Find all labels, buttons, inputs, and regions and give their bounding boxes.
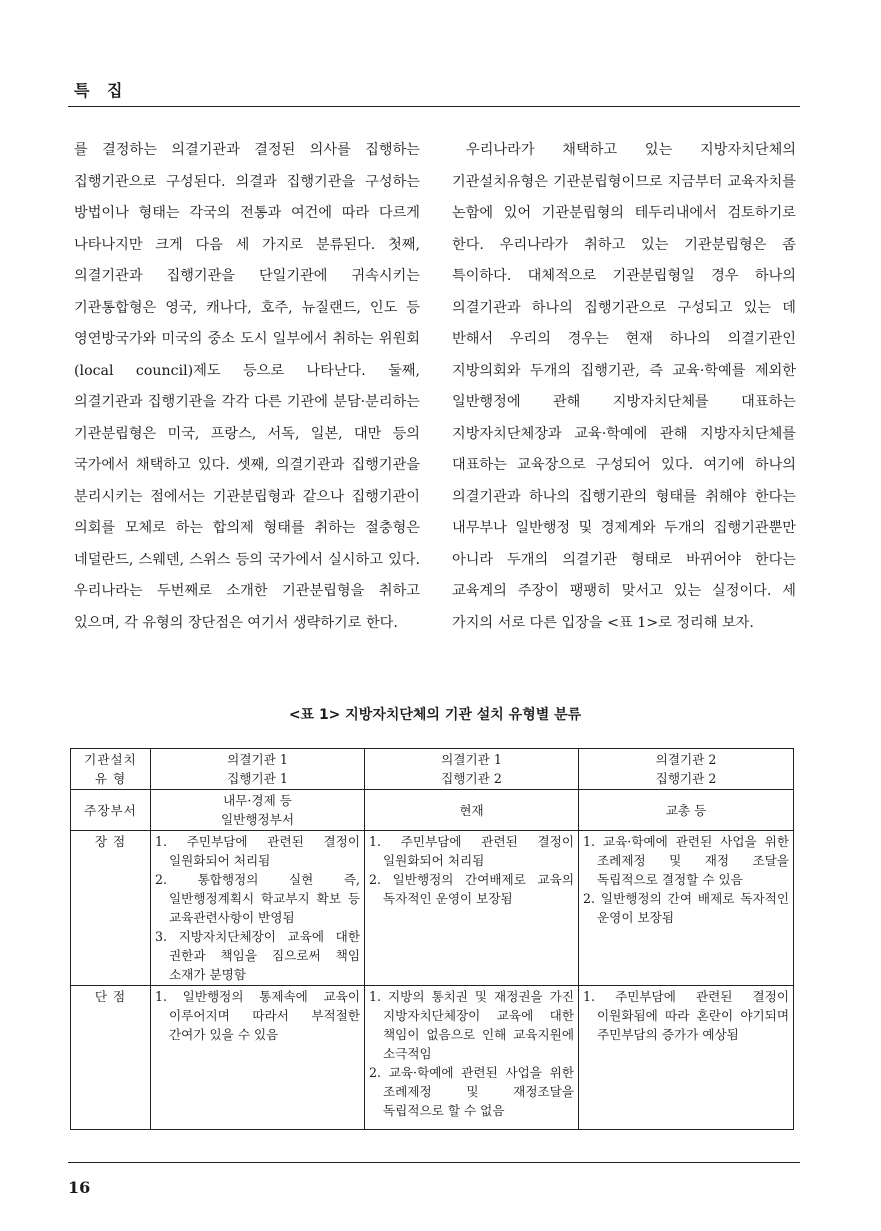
header-rule bbox=[68, 106, 800, 107]
page-number: 16 bbox=[68, 1178, 91, 1197]
merits-cell-type1 bbox=[151, 831, 365, 986]
table-row-merits bbox=[71, 831, 794, 986]
table-item: 2. 교육·학예에 관련된 사업을 위한 조례제정 및 재정조달을 독립적으로 할 수 없음 bbox=[369, 1065, 574, 1118]
table-row-demerits bbox=[71, 986, 794, 1130]
row-label-demerits: 단 점 bbox=[71, 986, 151, 1130]
advocate-cell-type3: 교총 등 bbox=[579, 790, 794, 831]
right-column-text: 우리나라가 채택하고 있는 지방자치단체의 기관설치유형은 기관분립형이므로 지금부터 교육자치를 논함에 있어 기관분립형의 테두리내에서 검토하기로 한다. 우리나라가 취하고 있는 기관분립형은 좀 특이하다. 대체적으로 기관분립형일 경우 하나의 의결기관과 하나의 집행기관으로 구성되고 있는 데 반해서 우리의 경우는 현재 하나의 의결기관인 지방의회와 두개의 집행기관, 즉 교육·학예를 제외한 일반행정에 관해 지방자치단체를 대표하는 지방자치단체장과 교육·학예에 관해 지방자치단체를 대표하는 교육장으로 구성되어 있다. 여기에 하나의 의결기관과 하나의 집행기관의 형태를 취해야 한다는 내무부나 일반행정 및 경제계와 두개의 집행기관뿐만 아니라 두개의 의결기관 형태로 바뀌어야 한다는 교육계의 주장이 팽팽히 맞서고 있는 실정이다. 세 가지의 서로 다른 입장을 <표 1>로 정리해 보자. bbox=[452, 142, 796, 631]
left-column bbox=[74, 135, 420, 639]
table-caption: <표 1> 지방자치단체의 기관 설치 유형별 분류 bbox=[288, 707, 582, 723]
table-item: 2. 통합행정의 실현 즉, 일반행정계획시 학교부지 확보 등 교육관련사항이 반영됨 bbox=[155, 872, 360, 925]
table-item: 1. 일반행정의 통제속에 교육이 이루어지며 따라서 부적절한 간여가 있을 수 있음 bbox=[155, 989, 360, 1042]
demerits-cell-type3 bbox=[579, 986, 794, 1130]
demerits-cell-type1 bbox=[151, 986, 365, 1130]
merits-cell-type3 bbox=[579, 831, 794, 986]
section-label: 특 집 bbox=[74, 81, 129, 100]
row-label-advocate: 주장부서 bbox=[71, 790, 151, 831]
table-header-row bbox=[71, 749, 794, 790]
table-item: 1. 주민부담에 관련된 결정이 일원화되어 처리됨 bbox=[369, 834, 574, 868]
advocate-cell-type1: 내무·경제 등 일반행정부서 bbox=[151, 790, 365, 831]
table-item: 1. 주민부담에 관련된 결정이 일원화되어 처리됨 bbox=[155, 834, 360, 868]
header-cell-type2: 의결기관 1 집행기관 2 bbox=[365, 749, 579, 790]
merits-cell-type2 bbox=[365, 831, 579, 986]
table-item: 1. 지방의 통치권 및 재정권을 가진 지방자치단체장이 교육에 대한 책임이 없음으로 인해 교육지원에 소극적임 bbox=[369, 989, 574, 1061]
header-cell-type1: 의결기관 1 집행기관 1 bbox=[151, 749, 365, 790]
table-item: 3. 지방자치단체장이 교육에 대한 권한과 책임을 짐으로써 책임 소재가 분명함 bbox=[155, 929, 360, 982]
demerits-cell-type2 bbox=[365, 986, 579, 1130]
table-item: 1. 교육·학예에 관련된 사업을 위한 조례제정 및 재정 조달을 독립적으로 결정할 수 있음 bbox=[583, 834, 789, 887]
table-row-advocate bbox=[71, 790, 794, 831]
table-item: 2. 일반행정의 간여배제로 교육의 독자적인 운영이 보장됨 bbox=[369, 872, 574, 906]
row-label-merits: 장 점 bbox=[71, 831, 151, 986]
row-label-type: 기관설치 유 형 bbox=[71, 749, 151, 790]
table-item: 1. 주민부담에 관련된 결정이 이원화됨에 따라 혼란이 야기되며 주민부담의 증가가 예상됨 bbox=[583, 989, 789, 1042]
right-column bbox=[452, 135, 796, 639]
table-item: 2. 일반행정의 간여 배제로 독자적인 운영이 보장됨 bbox=[583, 891, 789, 925]
advocate-cell-type2: 현재 bbox=[365, 790, 579, 831]
comparison-table bbox=[70, 748, 794, 1130]
header-cell-type3: 의결기관 2 집행기관 2 bbox=[579, 749, 794, 790]
footer-rule bbox=[68, 1162, 800, 1163]
left-column-text: 를 결정하는 의결기관과 결정된 의사를 집행하는 집행기관으로 구성된다. 의결과 집행기관을 구성하는 방법이나 형태는 각국의 전통과 여건에 따라 다르게 나타나지만 크게 다음 세 가지로 분류된다. 첫째, 의결기관과 집행기관을 단일기관에 귀속시키는 기관통합형은 영국, 캐나다, 호주, 뉴질랜드, 인도 등 영연방국가와 미국의 중소 도시 일부에서 취하는 위원회(local council)제도 등으로 나타난다. 둘째, 의결기관과 집행기관을 각각 다른 기관에 분담·분리하는 기관분립형은 미국, 프랑스, 서독, 일본, 대만 등의 국가에서 채택하고 있다. 셋째, 의결기관과 집행기관을 분리시키는 점에서는 기관분립형과 같으나 집행기관이 의회를 모체로 하는 합의제 형태를 취하는 절충형은 네덜란드, 스웨덴, 스위스 등의 국가에서 실시하고 있다. 우리나라는 두번째로 소개한 기관분립형을 취하고 있으며, 각 유형의 장단점은 여기서 생략하기로 한다. bbox=[74, 142, 420, 631]
